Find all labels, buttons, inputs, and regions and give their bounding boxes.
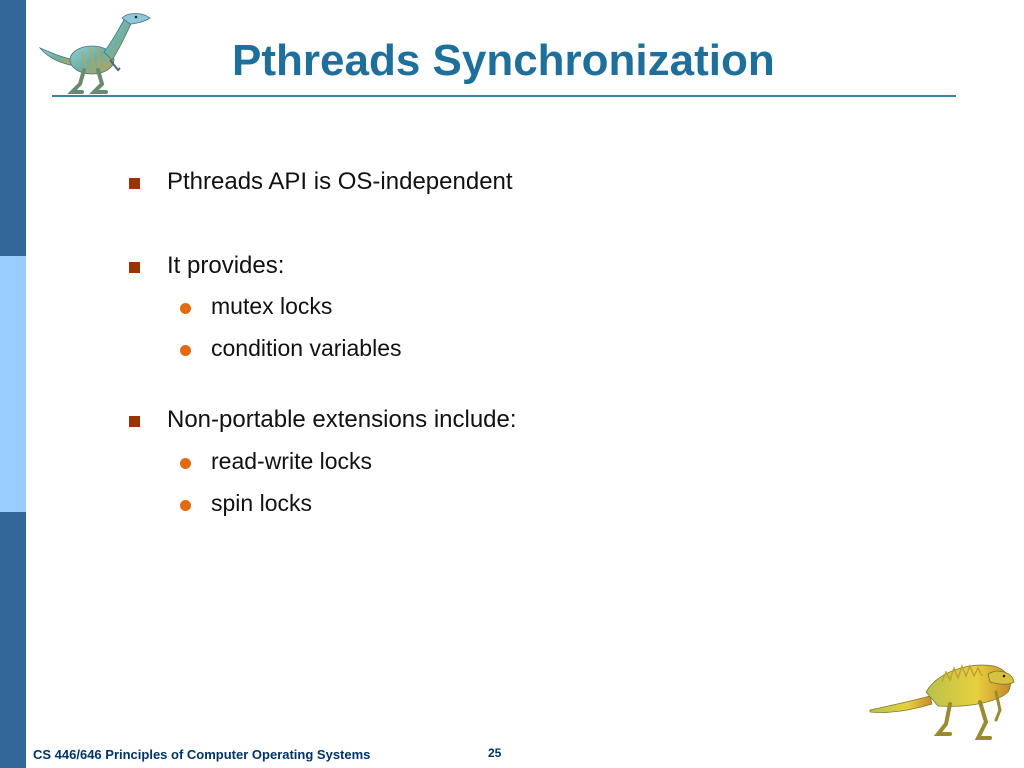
round-bullet-icon	[180, 345, 191, 356]
sidebar-band	[0, 0, 26, 768]
round-bullet-icon	[180, 458, 191, 469]
sidebar-band-top	[0, 0, 26, 256]
dinosaur-crouching-icon	[868, 652, 1018, 744]
title-divider	[52, 95, 956, 97]
sub-bullet-text: read-write locks	[211, 448, 373, 474]
square-bullet-icon	[129, 178, 140, 189]
square-bullet-icon	[129, 262, 140, 273]
dinosaur-standing-icon	[36, 8, 156, 96]
sidebar-band-bottom	[0, 512, 26, 768]
sub-bullet-text: mutex locks	[211, 293, 333, 319]
square-bullet-icon	[129, 416, 140, 427]
bullet-text: It provides:	[167, 252, 285, 279]
slide-title: Pthreads Synchronization	[232, 36, 775, 85]
bullet-text: Pthreads API is OS-independent	[167, 168, 513, 195]
sidebar-band-middle	[0, 256, 26, 512]
sub-bullet-text: spin locks	[211, 490, 312, 516]
round-bullet-icon	[180, 303, 191, 314]
sub-bullet-text: condition variables	[211, 335, 402, 361]
bullet-text: Non-portable extensions include:	[167, 406, 517, 433]
round-bullet-icon	[180, 500, 191, 511]
page-number: 25	[488, 746, 502, 760]
footer-course-title: CS 446/646 Principles of Computer Operating Systems	[33, 747, 371, 762]
